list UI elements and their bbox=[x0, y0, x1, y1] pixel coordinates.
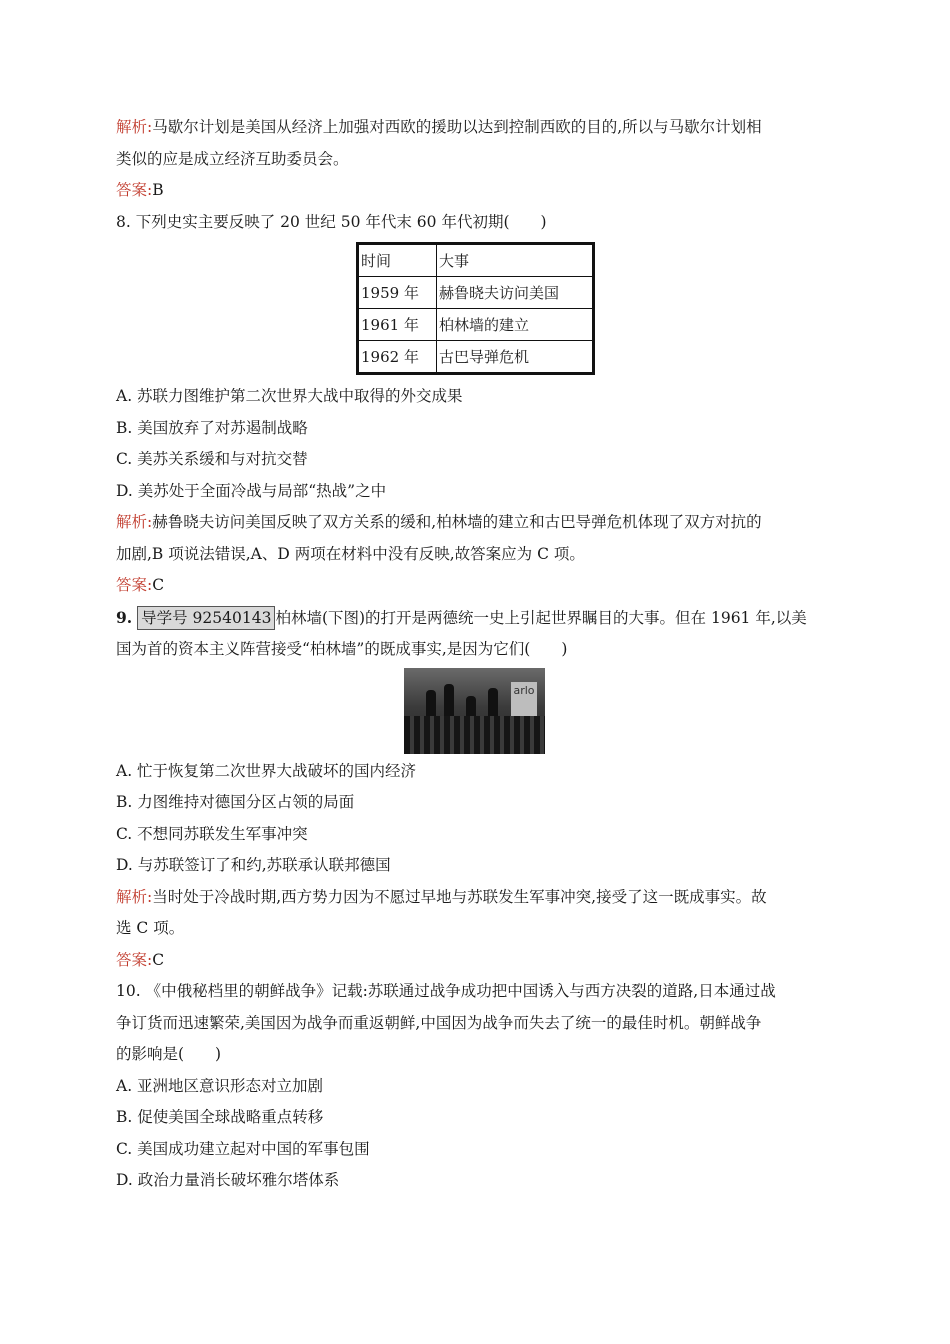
q10-option-d: D. 政治力量消长破坏雅尔塔体系 bbox=[116, 1171, 340, 1189]
table-row bbox=[358, 277, 594, 309]
q10-option-c: C. 美国成功建立起对中国的军事包围 bbox=[116, 1139, 370, 1158]
guide-number-tag[interactable]: 导学号 92540143 bbox=[137, 606, 275, 630]
q7-analysis-line-1: 解析:马歇尔计划是美国从经济上加强对西欧的援助以达到控制西欧的目的,所以与马歇尔计划相 bbox=[116, 118, 762, 136]
q8-stem: 8. 下列史实主要反映了 20 世纪 50 年代末 60 年代初期( ) bbox=[116, 212, 547, 231]
table-header-row bbox=[358, 244, 594, 277]
table-header-cell: 大事 bbox=[437, 244, 594, 277]
document-page bbox=[116, 112, 836, 1197]
q8-analysis-line-1: 解析:赫鲁晓夫访问美国反映了双方关系的缓和,柏林墙的建立和古巴导弹危机体现了双方对抗的 bbox=[116, 513, 762, 531]
answer-label: 答案: bbox=[116, 181, 153, 199]
table-header-cell: 时间 bbox=[358, 244, 437, 277]
q8-option-a: A. 苏联力图维护第二次世界大战中取得的外交成果 bbox=[116, 387, 463, 405]
q10-option-b: B. 促使美国全球战略重点转移 bbox=[116, 1108, 324, 1126]
photo-sign: arlo bbox=[511, 682, 537, 722]
q10-stem-line-3: 的影响是( ) bbox=[116, 1045, 222, 1063]
q8-option-b: B. 美国放弃了对苏遏制战略 bbox=[116, 418, 308, 437]
answer-label: 答案: bbox=[116, 950, 153, 969]
table-cell: 1961 年 bbox=[358, 309, 437, 341]
answer-label: 答案: bbox=[116, 576, 153, 594]
table-row bbox=[358, 341, 594, 374]
q10-option-a: A. 亚洲地区意识形态对立加剧 bbox=[116, 1076, 324, 1095]
table-cell: 赫鲁晓夫访问美国 bbox=[437, 277, 594, 309]
q10-stem-line-1: 10. 《中俄秘档里的朝鲜战争》记载:苏联通过战争成功把中国诱入与西方决裂的道路,日本通过战 bbox=[116, 982, 776, 1000]
q9-analysis-line-1: 解析:当时处于冷战时期,西方势力因为不愿过早地与苏联发生军事冲突,接受了这一既成事实。故 bbox=[116, 887, 767, 906]
berlin-wall-photo bbox=[404, 668, 545, 754]
table-cell: 柏林墙的建立 bbox=[437, 309, 594, 341]
q8-option-c: C. 美苏关系缓和与对抗交替 bbox=[116, 450, 308, 468]
q10-stem-line-2: 争订货而迅速繁荣,美国因为战争而重返朝鲜,中国因为战争而失去了统一的最佳时机。朝鲜战争 bbox=[116, 1013, 762, 1032]
table-cell: 1962 年 bbox=[358, 341, 437, 374]
analysis-label: 解析: bbox=[116, 118, 153, 136]
q9-option-d: D. 与苏联签订了和约,苏联承认联邦德国 bbox=[116, 856, 391, 874]
q9-answer: 答案:C bbox=[116, 950, 165, 969]
table-cell: 古巴导弹危机 bbox=[437, 341, 594, 374]
analysis-label: 解析: bbox=[116, 513, 153, 531]
q9-stem-line-1: 9. 导学号 92540143 柏林墙(下图)的打开是两德统一史上引起世界瞩目的大事。但在 1961 年,以美 bbox=[116, 602, 836, 635]
q9-stem-line-2: 国为首的资本主义阵营接受“柏林墙”的既成事实,是因为它们( ) bbox=[116, 640, 568, 658]
q8-option-d: D. 美苏处于全面冷战与局部“热战”之中 bbox=[116, 481, 387, 500]
question-number: 9. bbox=[116, 607, 133, 627]
q9-option-a: A. 忙于恢复第二次世界大战破坏的国内经济 bbox=[116, 761, 417, 780]
q7-answer: 答案:B bbox=[116, 181, 164, 199]
q8-analysis-line-2: 加剧,B 项说法错误,A、D 两项在材料中没有反映,故答案应为 C 项。 bbox=[116, 544, 585, 563]
q9-option-c: C. 不想同苏联发生军事冲突 bbox=[116, 824, 308, 843]
analysis-label: 解析: bbox=[116, 887, 153, 906]
q9-option-b: B. 力图维持对德国分区占领的局面 bbox=[116, 793, 355, 811]
q8-answer: 答案:C bbox=[116, 576, 165, 594]
q7-analysis-line-2: 类似的应是成立经济互助委员会。 bbox=[116, 149, 349, 168]
q8-events-table bbox=[356, 242, 595, 375]
q9-analysis-line-2: 选 C 项。 bbox=[116, 919, 185, 937]
photo-crowd bbox=[404, 716, 545, 754]
table-row bbox=[358, 309, 594, 341]
table-cell: 1959 年 bbox=[358, 277, 437, 309]
